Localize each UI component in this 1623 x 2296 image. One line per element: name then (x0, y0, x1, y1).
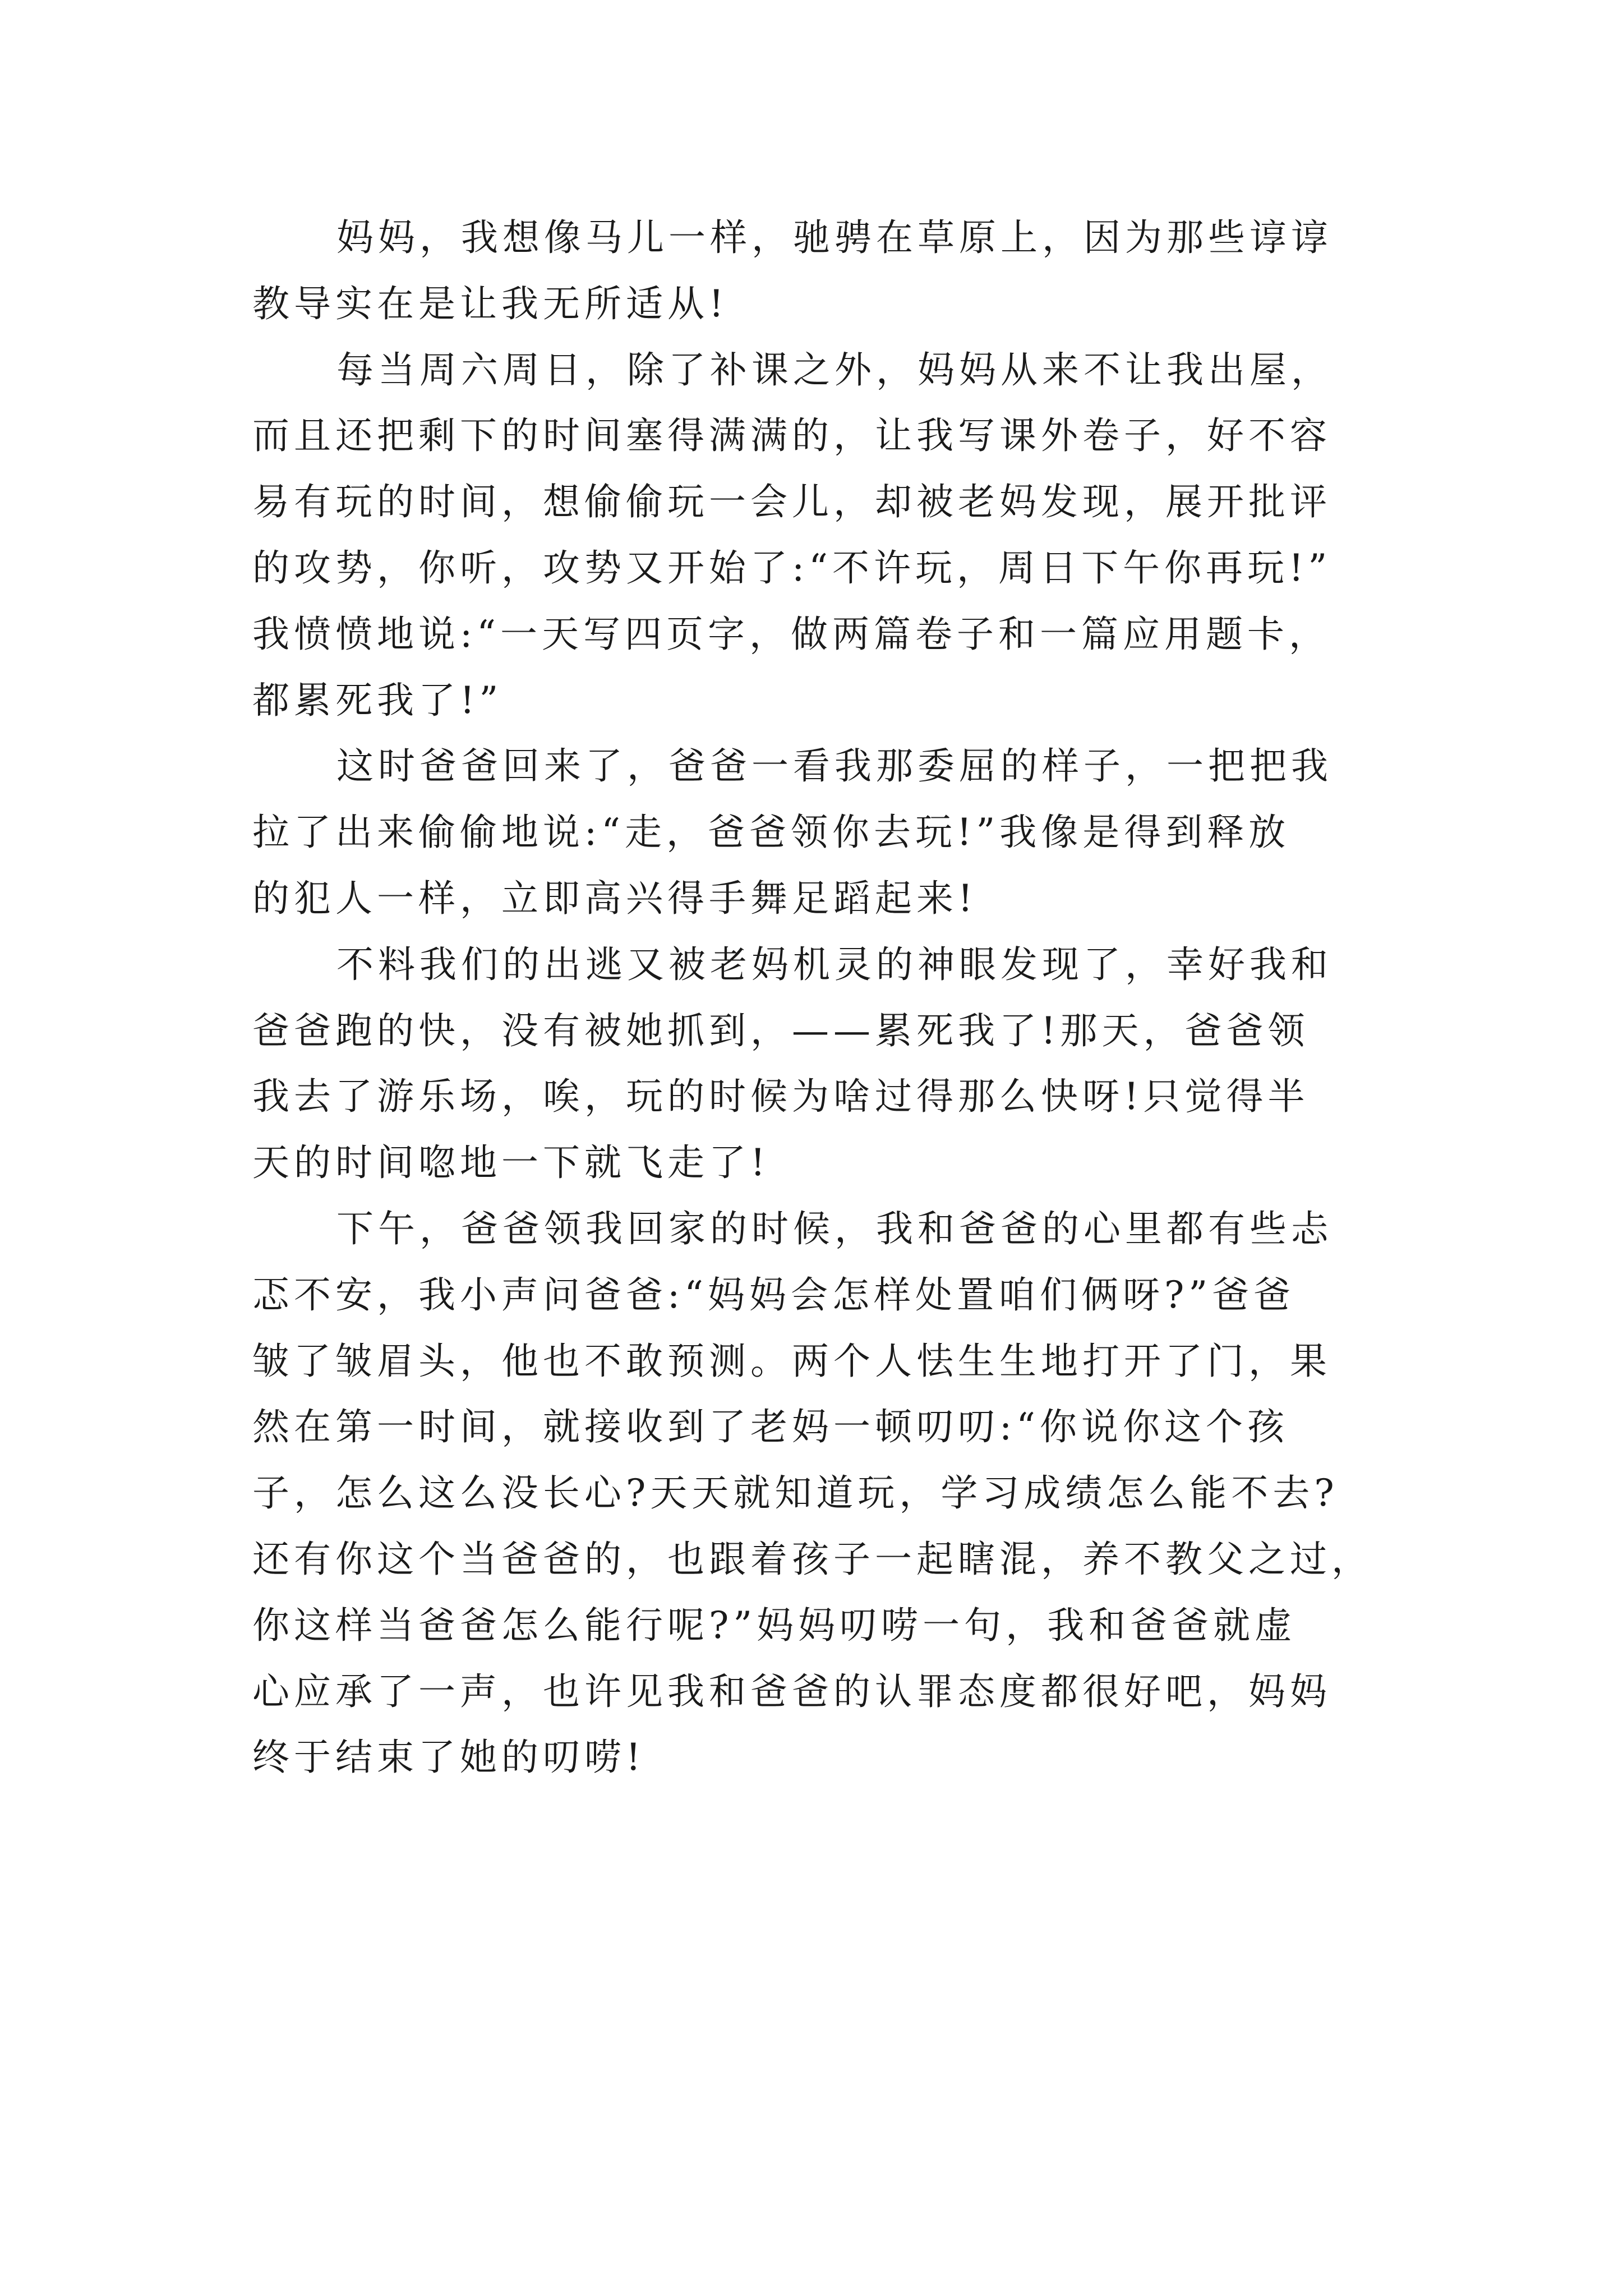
text-line: 心应承了一声，也许见我和爸爸的认罪态度都很好吧，妈妈 (252, 1669, 1331, 1713)
text-line: 终于结束了她的叨唠! (252, 1736, 645, 1779)
text-line: 这时爸爸回来了，爸爸一看我那委屈的样子，一把把我 (336, 744, 1332, 788)
text-line: 不料我们的出逃又被老妈机灵的神眼发现了，幸好我和 (336, 942, 1332, 986)
text-line: 而且还把剩下的时间塞得满满的，让我写课外卷子，好不容 (252, 414, 1331, 458)
text-line: 都累死我了!” (252, 678, 503, 722)
text-line: 我去了游乐场，唉，玩的时候为啥过得那么快呀!只觉得半 (252, 1075, 1310, 1119)
text-line: 忑不安，我小声问爸爸:“妈妈会怎样处置咱们俩呀?”爸爸 (252, 1273, 1295, 1317)
paragraph-4 (252, 932, 1419, 1196)
text-line: 然在第一时间，就接收到了老妈一顿叨叨:“你说你这个孩 (252, 1405, 1289, 1449)
text-line: 你这样当爸爸怎么能行呢?”妈妈叨唠一句，我和爸爸就虚 (252, 1603, 1297, 1647)
text-line: 教导实在是让我无所适从! (252, 282, 728, 325)
text-line: 拉了出来偷偷地说:“走，爸爸领你去玩!”我像是得到释放 (252, 811, 1290, 854)
essay-body (252, 205, 1419, 1791)
paragraph-2 (252, 337, 1419, 734)
paragraph-5 (252, 1196, 1419, 1791)
text-line: 皱了皱眉头，他也不敢预测。两个人怯生生地打开了门，果 (252, 1339, 1331, 1383)
text-line: 爸爸跑的快，没有被她抓到，——累死我了!那天，爸爸领 (252, 1009, 1310, 1052)
text-line: 下午，爸爸领我回家的时候，我和爸爸的心里都有些忐 (336, 1207, 1332, 1250)
text-line: 天的时间唿地一下就飞走了! (252, 1141, 770, 1185)
text-line: 子，怎么这么没长心?天天就知道玩，学习成绩怎么能不去? (252, 1471, 1339, 1515)
text-line: 的犯人一样，立即高兴得手舞足蹈起来! (252, 876, 978, 920)
text-line: 易有玩的时间，想偷偷玩一会儿，却被老妈发现，展开批评 (252, 480, 1331, 524)
paragraph-1 (252, 205, 1419, 337)
paragraph-3 (252, 733, 1419, 931)
text-line: 还有你这个当爸爸的，也跟着孩子一起瞎混，养不教父之过， (252, 1537, 1373, 1581)
text-line: 每当周六周日，除了补课之外，妈妈从来不让我出屋， (336, 348, 1332, 392)
text-line: 妈妈，我想像马儿一样，驰骋在草原上，因为那些谆谆 (336, 216, 1332, 259)
text-line: 的攻势，你听，攻势又开始了:“不许玩，周日下午你再玩!” (252, 546, 1332, 590)
text-line: 我愤愤地说:“一天写四页字，做两篇卷子和一篇应用题卡， (252, 612, 1330, 656)
